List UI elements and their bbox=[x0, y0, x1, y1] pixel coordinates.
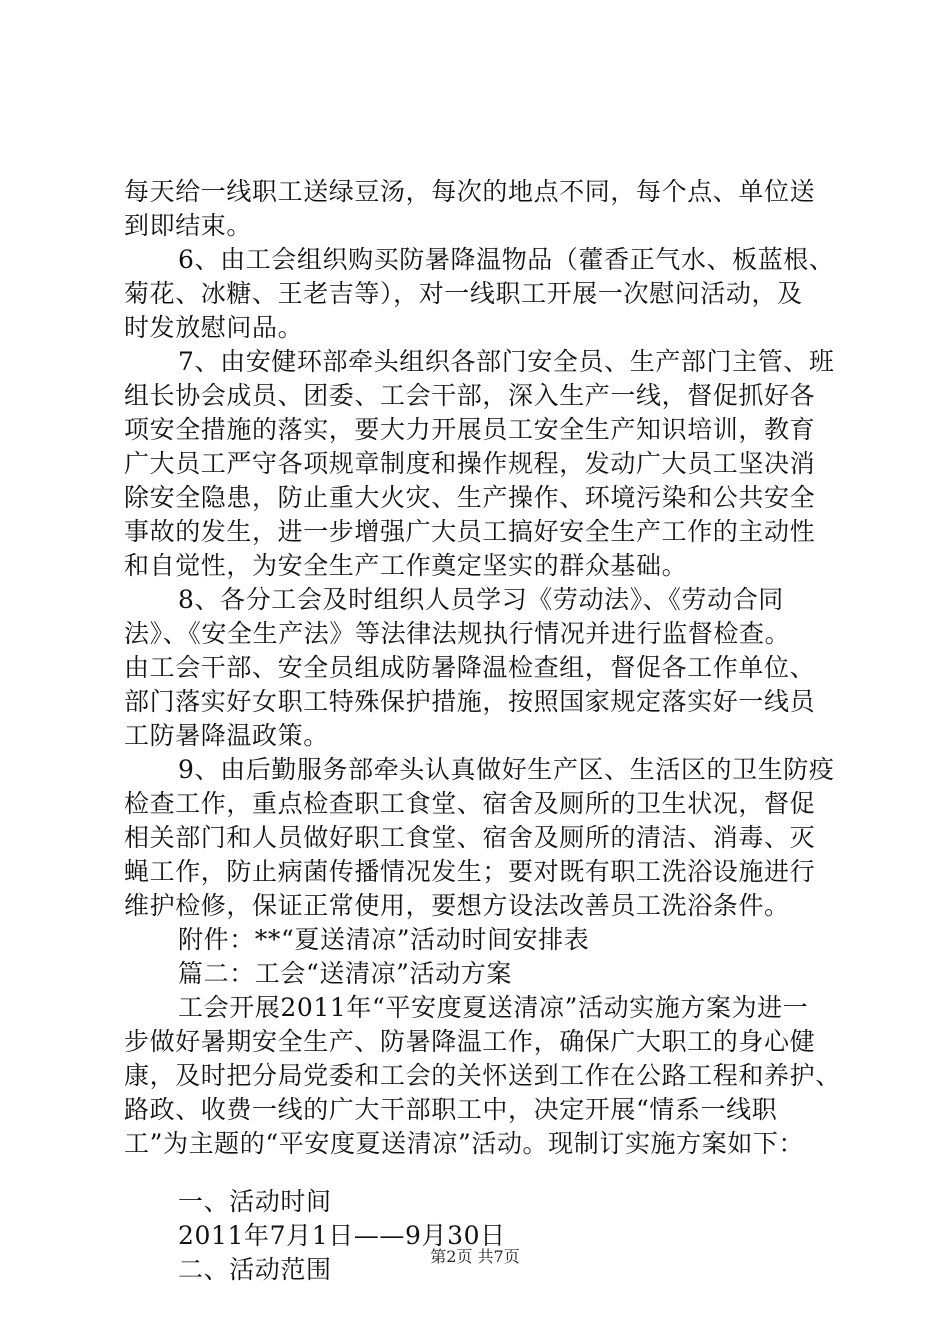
text-line: 工防暑降温政策。 bbox=[124, 721, 329, 750]
text-line: 路政、收费一线的广大干部职工中，决定开展“情系一线职 bbox=[124, 1095, 778, 1124]
text-line: 和自觉性，为安全生产工作奠定坚实的群众基础。 bbox=[124, 551, 688, 580]
text-line: 工会开展2011年“平安度夏送清凉”活动实施方案为进一 bbox=[178, 993, 809, 1022]
text-line: 菊花、冰糖、王老吉等），对一线职工开展一次慰问活动，及 bbox=[124, 279, 803, 308]
text-line: 法》、《安全生产法》等法律法规执行情况并进行监督检查。 bbox=[124, 619, 791, 648]
text-line: 一、活动时间 bbox=[178, 1187, 332, 1216]
text-line: 二、活动范围 bbox=[178, 1255, 332, 1284]
text-line: 相关部门和人员做好职工食堂、宿舍及厕所的清洁、消毒、灭 bbox=[124, 823, 816, 852]
text-line: 广大员工严守各项规章制度和操作规程，发动广大员工坚决消 bbox=[124, 449, 816, 478]
page-number-footer: 第2页 共7页 bbox=[430, 1247, 520, 1266]
text-line: 时发放慰问品。 bbox=[124, 313, 304, 342]
text-line: 篇二：工会“送清凉”活动方案 bbox=[178, 959, 512, 988]
text-line: 步做好暑期安全生产、防暑降温工作，确保广大职工的身心健 bbox=[124, 1027, 816, 1056]
text-line: 9、由后勤服务部牵头认真做好生产区、生活区的卫生防疫 bbox=[178, 755, 835, 784]
text-line: 除安全隐患，防止重大火灾、生产操作、环境污染和公共安全 bbox=[124, 483, 816, 512]
text-line: 到即结束。 bbox=[124, 211, 253, 240]
text-line: 检查工作，重点检查职工食堂、宿舍及厕所的卫生状况，督促 bbox=[124, 789, 816, 818]
text-line: 2011年7月1日——9月30日 bbox=[178, 1221, 506, 1250]
text-line: 部门落实好女职工特殊保护措施，按照国家规定落实好一线员 bbox=[124, 687, 816, 716]
text-line: 每天给一线职工送绿豆汤，每次的地点不同，每个点、单位送 bbox=[124, 177, 816, 206]
text-line: 7、由安健环部牵头组织各部门安全员、生产部门主管、班 bbox=[178, 347, 835, 376]
text-line: 由工会干部、安全员组成防暑降温检查组，督促各工作单位、 bbox=[124, 653, 816, 682]
text-line: 康，及时把分局党委和工会的关怀送到工作在公路工程和养护、 bbox=[124, 1061, 841, 1090]
text-line: 工”为主题的“平安度夏送清凉”活动。现制订实施方案如下： bbox=[124, 1129, 805, 1158]
text-line: 6、由工会组织购买防暑降温物品（藿香正气水、板蓝根、 bbox=[178, 245, 835, 274]
text-line: 维护检修，保证正常使用，要想方设法改善员工洗浴条件。 bbox=[124, 891, 790, 920]
text-line: 事故的发生，进一步增强广大员工搞好安全生产工作的主动性 bbox=[124, 517, 816, 546]
text-line: 组长协会成员、团委、工会干部，深入生产一线，督促抓好各 bbox=[124, 381, 816, 410]
text-line: 项安全措施的落实，要大力开展员工安全生产知识培训，教育 bbox=[124, 415, 816, 444]
text-line: 蝇工作，防止病菌传播情况发生；要对既有职工洗浴设施进行 bbox=[124, 857, 816, 886]
text-line: 附件：**“夏送清凉”活动时间安排表 bbox=[178, 925, 590, 954]
text-line: 8、各分工会及时组织人员学习《劳动法》、《劳动合同 bbox=[178, 585, 784, 614]
